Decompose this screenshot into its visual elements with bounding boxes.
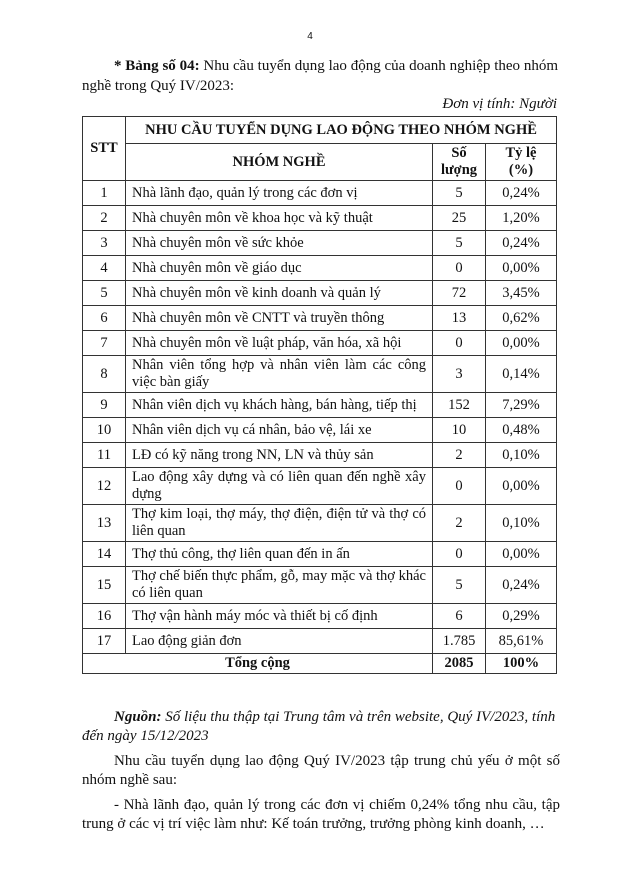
table-row bbox=[83, 505, 557, 542]
row-stt: 8 bbox=[83, 356, 126, 393]
table-row bbox=[83, 356, 557, 393]
total-row bbox=[83, 654, 557, 674]
table-row bbox=[83, 393, 557, 418]
recruitment-table bbox=[82, 116, 557, 674]
row-name: Nhà chuyên môn về CNTT và truyền thông bbox=[126, 306, 433, 331]
page-number: 4 bbox=[307, 31, 313, 42]
row-stt: 2 bbox=[83, 206, 126, 231]
row-name: Thợ vận hành máy móc và thiết bị cố định bbox=[126, 604, 433, 629]
row-stt: 14 bbox=[83, 542, 126, 567]
row-name: Nhà chuyên môn về luật pháp, văn hóa, xã hội bbox=[126, 331, 433, 356]
row-pct: 0,62% bbox=[486, 306, 557, 331]
table-caption bbox=[82, 56, 558, 96]
row-name: Thợ thủ công, thợ liên quan đến in ấn bbox=[126, 542, 433, 567]
table-row bbox=[83, 443, 557, 468]
row-pct: 85,61% bbox=[486, 629, 557, 654]
row-qty: 0 bbox=[433, 256, 486, 281]
row-qty: 2 bbox=[433, 505, 486, 542]
table-row bbox=[83, 206, 557, 231]
header-group-title: NHU CẦU TUYỂN DỤNG LAO ĐỘNG THEO NHÓM NGHỀ bbox=[126, 117, 557, 144]
row-name: Nhà chuyên môn về kinh doanh và quản lý bbox=[126, 281, 433, 306]
row-name: Thợ kim loại, thợ máy, thợ điện, điện tử và thợ có liên quan bbox=[126, 505, 433, 542]
row-pct: 0,10% bbox=[486, 505, 557, 542]
row-pct: 0,10% bbox=[486, 443, 557, 468]
row-stt: 12 bbox=[83, 468, 126, 505]
row-stt: 11 bbox=[83, 443, 126, 468]
header-qty: Số lượng bbox=[433, 144, 486, 181]
row-qty: 2 bbox=[433, 443, 486, 468]
table-row bbox=[83, 256, 557, 281]
row-qty: 5 bbox=[433, 181, 486, 206]
row-stt: 3 bbox=[83, 231, 126, 256]
row-name: Thợ chế biến thực phẩm, gỗ, may mặc và thợ khác có liên quan bbox=[126, 567, 433, 604]
row-pct: 0,00% bbox=[486, 256, 557, 281]
row-pct: 0,14% bbox=[486, 356, 557, 393]
row-name: Nhà chuyên môn về khoa học và kỹ thuật bbox=[126, 206, 433, 231]
row-stt: 5 bbox=[83, 281, 126, 306]
row-pct: 0,00% bbox=[486, 331, 557, 356]
table-row bbox=[83, 567, 557, 604]
row-qty: 152 bbox=[433, 393, 486, 418]
row-name: Lao động giản đơn bbox=[126, 629, 433, 654]
row-name: Nhà lãnh đạo, quản lý trong các đơn vị bbox=[126, 181, 433, 206]
row-qty: 0 bbox=[433, 468, 486, 505]
row-stt: 1 bbox=[83, 181, 126, 206]
row-stt: 9 bbox=[83, 393, 126, 418]
row-stt: 13 bbox=[83, 505, 126, 542]
row-qty: 25 bbox=[433, 206, 486, 231]
header-stt: STT bbox=[83, 117, 126, 181]
source-label: Nguồn: bbox=[114, 709, 162, 725]
row-qty: 1.785 bbox=[433, 629, 486, 654]
row-name: Nhân viên tổng hợp và nhân viên làm các công việc bàn giấy bbox=[126, 356, 433, 393]
row-stt: 15 bbox=[83, 567, 126, 604]
row-stt: 6 bbox=[83, 306, 126, 331]
row-stt: 17 bbox=[83, 629, 126, 654]
table-row bbox=[83, 231, 557, 256]
table-row bbox=[83, 331, 557, 356]
row-name: Lao động xây dựng và có liên quan đến nghề xây dựng bbox=[126, 468, 433, 505]
table-row bbox=[83, 629, 557, 654]
row-pct: 0,24% bbox=[486, 567, 557, 604]
row-pct: 3,45% bbox=[486, 281, 557, 306]
paragraph-intro: Nhu cầu tuyển dụng lao động Quý IV/2023 tập trung chủ yếu ở một số nhóm nghề sau: bbox=[82, 753, 560, 788]
header-name: NHÓM NGHỀ bbox=[126, 144, 433, 181]
paragraph-leaders: - Nhà lãnh đạo, quản lý trong các đơn vị chiếm 0,24% tổng nhu cầu, tập trung ở các vị trí việc làm như: Kế toán trưởng, trưởng phòng kinh doanh, … bbox=[82, 797, 560, 832]
row-name: Nhân viên dịch vụ cá nhân, bảo vệ, lái xe bbox=[126, 418, 433, 443]
row-stt: 10 bbox=[83, 418, 126, 443]
source-note bbox=[82, 708, 560, 746]
row-qty: 0 bbox=[433, 542, 486, 567]
row-pct: 7,29% bbox=[486, 393, 557, 418]
table-row bbox=[83, 181, 557, 206]
row-name: Nhân viên dịch vụ khách hàng, bán hàng, tiếp thị bbox=[126, 393, 433, 418]
row-qty: 0 bbox=[433, 331, 486, 356]
row-stt: 7 bbox=[83, 331, 126, 356]
table-row bbox=[83, 542, 557, 567]
table-row bbox=[83, 306, 557, 331]
table-row bbox=[83, 468, 557, 505]
row-qty: 13 bbox=[433, 306, 486, 331]
row-qty: 72 bbox=[433, 281, 486, 306]
row-pct: 1,20% bbox=[486, 206, 557, 231]
row-qty: 10 bbox=[433, 418, 486, 443]
caption-text: Nhu cầu tuyển dụng lao động của doanh nghiệp theo nhóm nghề trong Quý IV/2023: bbox=[82, 58, 558, 94]
source-text: Số liệu thu thập tại Trung tâm và trên website, Quý IV/2023, tính đến ngày 15/12/2023 bbox=[82, 709, 556, 744]
caption-prefix: * Bảng số 04: bbox=[114, 58, 200, 74]
header-pct: Tỷ lệ (%) bbox=[486, 144, 557, 181]
table-row bbox=[83, 418, 557, 443]
row-pct: 0,00% bbox=[486, 468, 557, 505]
row-stt: 16 bbox=[83, 604, 126, 629]
row-pct: 0,48% bbox=[486, 418, 557, 443]
row-qty: 5 bbox=[433, 231, 486, 256]
row-name: Nhà chuyên môn về sức khỏe bbox=[126, 231, 433, 256]
row-qty: 5 bbox=[433, 567, 486, 604]
row-name: LĐ có kỹ năng trong NN, LN và thủy sản bbox=[126, 443, 433, 468]
row-pct: 0,24% bbox=[486, 231, 557, 256]
row-pct: 0,00% bbox=[486, 542, 557, 567]
total-pct: 100% bbox=[486, 654, 557, 674]
row-name: Nhà chuyên môn về giáo dục bbox=[126, 256, 433, 281]
row-qty: 3 bbox=[433, 356, 486, 393]
total-qty: 2085 bbox=[433, 654, 486, 674]
table-row bbox=[83, 281, 557, 306]
unit-label: Đơn vị tính: Người bbox=[442, 96, 557, 112]
row-stt: 4 bbox=[83, 256, 126, 281]
total-label: Tổng cộng bbox=[83, 654, 433, 674]
row-pct: 0,29% bbox=[486, 604, 557, 629]
row-pct: 0,24% bbox=[486, 181, 557, 206]
table-row bbox=[83, 604, 557, 629]
row-qty: 6 bbox=[433, 604, 486, 629]
